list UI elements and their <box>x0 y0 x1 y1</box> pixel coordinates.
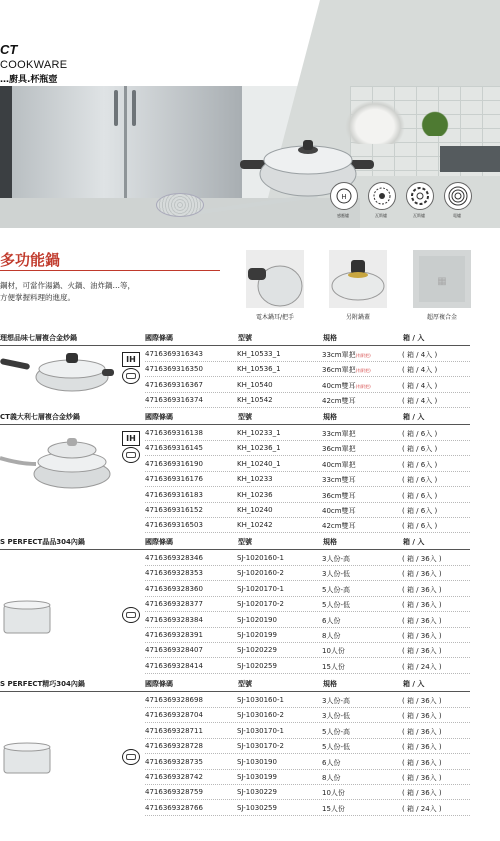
model-cell: KH_10536_1 <box>237 365 281 374</box>
box-qty-cell: ( 箱 / 6入 ) <box>402 507 438 515</box>
barcode-cell: 4716369316190 <box>145 459 203 468</box>
model-cell: KH_10242 <box>237 521 273 530</box>
table-header <box>0 412 470 425</box>
box-qty-cell: ( 箱 / 36入 ) <box>402 570 442 579</box>
model-cell: SJ-1030170-1 <box>237 726 284 735</box>
cert-label: 感應爐 <box>337 213 349 218</box>
spec-cell: 5人份-低 <box>322 743 350 752</box>
table-row <box>145 770 470 785</box>
barcode-cell: 4716369316503 <box>145 521 203 530</box>
spec-cell: 33cm雙耳 <box>322 476 356 485</box>
model-cell: KH_10533_1 <box>237 350 281 358</box>
barcode-cell: 4716369328759 <box>145 788 203 797</box>
compatibility-icons <box>328 182 478 226</box>
table-header <box>0 333 470 346</box>
svg-text:▦: ▦ <box>437 276 447 287</box>
barcode-cell: 4716369328346 <box>145 554 203 562</box>
model-cell: SJ-1020199 <box>237 631 277 639</box>
barcode-cell: 4716369328414 <box>145 661 203 670</box>
column-header-box: 箱 / 入 <box>403 413 425 421</box>
box-qty-cell: ( 箱 / 36入 ) <box>402 774 442 782</box>
box-qty-cell: ( 箱 / 6入 ) <box>402 491 438 500</box>
spec-cell: 5人份-高 <box>322 585 350 594</box>
model-cell: KH_10542 <box>237 396 273 405</box>
table-row <box>145 755 470 770</box>
product-image <box>0 739 60 783</box>
table-row <box>145 597 470 612</box>
box-qty-cell: ( 箱 / 6入 ) <box>402 522 438 531</box>
column-header-spec: 規格 <box>323 538 337 546</box>
table-row <box>145 472 470 487</box>
column-header-spec: 規格 <box>323 680 337 688</box>
spec-cell: 3人份-高 <box>322 555 350 563</box>
feature-label: 電木鍋耳/把手 <box>255 314 295 321</box>
box-qty-cell: ( 箱 / 4入 ) <box>402 381 438 390</box>
spec-cell: 15人份 <box>322 804 345 813</box>
barcode-cell: 4716369316374 <box>145 396 203 405</box>
product-line-name: 理想品味七層複合金炒鍋 <box>0 334 77 342</box>
barcode-cell: 4716369328698 <box>145 696 203 704</box>
table-row <box>145 693 470 708</box>
standard-mark-icon <box>122 447 140 463</box>
spec-cell: 3人份-低 <box>322 712 350 721</box>
model-cell: SJ-1020160-2 <box>237 569 284 578</box>
brand-subtitle: …廚具.杯瓶壺 <box>0 75 58 85</box>
barcode-cell: 4716369328728 <box>145 742 203 751</box>
table-header <box>0 537 470 550</box>
spec-cell: 40cm單把 <box>322 460 356 469</box>
ih-icon: IH <box>122 431 140 446</box>
table-row <box>145 785 470 800</box>
barcode-cell: 4716369328391 <box>145 631 203 639</box>
table-row <box>145 643 470 658</box>
table-row <box>145 362 470 377</box>
feature-label: 另附鍋蓋 <box>345 314 370 321</box>
barcode-cell: 4716369316152 <box>145 506 203 514</box>
model-cell: SJ-1030160-1 <box>237 696 284 704</box>
barcode-cell: 4716369328704 <box>145 711 203 720</box>
box-qty-cell: ( 箱 / 36入 ) <box>402 616 442 625</box>
box-qty-cell: ( 箱 / 36入 ) <box>402 647 442 656</box>
spec-cell: 40cm雙耳 (有附把) <box>322 381 371 390</box>
table-row <box>145 488 470 503</box>
skimmer-image <box>156 193 204 217</box>
divider <box>0 270 220 271</box>
spec-cell: 5人份-低 <box>322 601 350 610</box>
box-qty-cell: ( 箱 / 24入 ) <box>402 662 442 671</box>
box-qty-cell: ( 箱 / 36入 ) <box>402 555 442 563</box>
barcode-cell: 4716369328384 <box>145 615 203 624</box>
spec-cell: 10人份 <box>322 789 345 798</box>
cert-coil-icon <box>444 182 472 210</box>
box-qty-cell: ( 箱 / 36入 ) <box>402 758 442 767</box>
ih-icon: IH <box>122 352 140 367</box>
product-image <box>0 347 115 401</box>
model-cell: SJ-1020229 <box>237 646 277 655</box>
column-header-box: 箱 / 入 <box>403 680 425 688</box>
cert-label: 瓦斯爐 <box>413 213 425 218</box>
model-cell: KH_10233_1 <box>237 429 281 437</box>
barcode-cell: 4716369328711 <box>145 726 203 735</box>
box-qty-cell: ( 箱 / 36入 ) <box>402 585 442 594</box>
svg-text:H: H <box>341 193 347 201</box>
table-row <box>145 518 470 533</box>
table-row <box>145 613 470 628</box>
barcode-cell: 4716369316145 <box>145 444 203 453</box>
table-row <box>145 566 470 581</box>
model-cell: KH_10236 <box>237 490 273 499</box>
column-header-spec: 規格 <box>323 334 337 342</box>
column-header-model: 型號 <box>238 413 252 421</box>
product-image <box>0 597 60 641</box>
table-row <box>145 503 470 518</box>
brand-name: CT <box>0 42 18 57</box>
barcode-cell: 4716369328353 <box>145 569 203 578</box>
model-cell: SJ-1030190 <box>237 757 277 766</box>
standard-mark-icon <box>122 607 140 623</box>
handle-note: (有附把) <box>355 353 371 358</box>
spec-cell: 36cm雙耳 <box>322 491 356 500</box>
handle-note: (有附把) <box>355 383 371 389</box>
cert-gas-icon <box>368 182 396 210</box>
column-header-model: 型號 <box>238 334 252 342</box>
table-row <box>145 393 470 408</box>
standard-mark-icon <box>122 368 140 384</box>
model-cell: SJ-1030170-2 <box>237 742 284 751</box>
box-qty-cell: ( 箱 / 6入 ) <box>402 430 438 438</box>
table-row <box>145 739 470 754</box>
barcode-cell: 4716369328766 <box>145 803 203 812</box>
spec-cell: 33cm單把 (有附把) <box>322 351 371 359</box>
stove-image <box>440 146 500 172</box>
feature-image-handle <box>246 250 304 308</box>
cert-label: 電爐 <box>453 213 461 218</box>
spec-cell: 6人份 <box>322 616 341 625</box>
table-row <box>145 457 470 472</box>
box-qty-cell: ( 箱 / 36入 ) <box>402 697 442 705</box>
spec-cell: 5人份-高 <box>322 727 350 736</box>
fridge-image <box>12 86 242 206</box>
box-qty-cell: ( 箱 / 4入 ) <box>402 366 438 375</box>
barcode-cell: 4716369316138 <box>145 429 203 437</box>
spec-cell: 42cm雙耳 <box>322 522 356 531</box>
cert-flower-icon <box>406 182 434 210</box>
box-qty-cell: ( 箱 / 36入 ) <box>402 601 442 610</box>
cert-iso-icon <box>330 182 358 210</box>
brand-tagline: COOKWARE <box>0 59 68 71</box>
product-line-name: S PERFECT晶品304內鍋 <box>0 538 85 546</box>
table-row <box>145 801 470 816</box>
barcode-cell: 4716369328407 <box>145 646 203 655</box>
column-header-spec: 規格 <box>323 413 337 421</box>
barcode-cell: 4716369328377 <box>145 600 203 609</box>
standard-mark-icon <box>122 749 140 765</box>
model-cell: KH_10540 <box>237 380 273 389</box>
spec-cell: 8人份 <box>322 632 341 640</box>
spec-cell: 8人份 <box>322 774 341 782</box>
model-cell: SJ-1030259 <box>237 803 277 812</box>
spec-cell: 10人份 <box>322 647 345 656</box>
box-qty-cell: ( 箱 / 36入 ) <box>402 743 442 752</box>
barcode-cell: 4716369328360 <box>145 584 203 593</box>
hero-banner <box>0 0 500 228</box>
feature-image-alloy <box>413 250 471 308</box>
barcode-cell: 4716369328735 <box>145 757 203 766</box>
spec-cell: 15人份 <box>322 662 345 671</box>
table-row <box>145 426 470 441</box>
column-header-code: 國際條碼 <box>145 334 173 342</box>
model-cell: SJ-1020170-2 <box>237 600 284 609</box>
intro-text: 鋼材，可當作湯鍋、火鍋、油炸鍋…等， <box>0 281 135 290</box>
table-header <box>0 679 470 692</box>
box-qty-cell: ( 箱 / 24入 ) <box>402 804 442 813</box>
spec-cell: 40cm雙耳 <box>322 507 356 515</box>
model-cell: SJ-1030160-2 <box>237 711 284 720</box>
barcode-cell: 4716369328742 <box>145 773 203 781</box>
model-cell: KH_10236_1 <box>237 444 281 453</box>
spec-cell: 3人份-低 <box>322 570 350 579</box>
product-image <box>0 434 115 498</box>
feature-image-lid <box>329 250 387 308</box>
handle-note: (有附把) <box>355 368 371 374</box>
column-header-box: 箱 / 入 <box>403 538 425 546</box>
box-qty-cell: ( 箱 / 36入 ) <box>402 632 442 640</box>
barcode-cell: 4716369316343 <box>145 350 203 358</box>
table-row <box>145 441 470 456</box>
barcode-cell: 4716369316176 <box>145 475 203 484</box>
barcode-cell: 4716369316350 <box>145 365 203 374</box>
column-header-model: 型號 <box>238 680 252 688</box>
column-header-code: 國際條碼 <box>145 538 173 546</box>
table-row <box>145 659 470 674</box>
table-row <box>145 551 470 566</box>
model-cell: KH_10240_1 <box>237 459 281 468</box>
column-header-code: 國際條碼 <box>145 680 173 688</box>
spec-cell: 3人份-高 <box>322 697 350 705</box>
model-cell: SJ-1020190 <box>237 615 277 624</box>
model-cell: SJ-1020170-1 <box>237 584 284 593</box>
feature-label: 超厚複合金 <box>426 314 457 321</box>
box-qty-cell: ( 箱 / 36入 ) <box>402 727 442 736</box>
model-cell: SJ-1030229 <box>237 788 277 797</box>
table-row <box>145 708 470 723</box>
box-qty-cell: ( 箱 / 4入 ) <box>402 397 438 406</box>
box-qty-cell: ( 箱 / 36入 ) <box>402 789 442 798</box>
spec-cell: 6人份 <box>322 758 341 767</box>
box-qty-cell: ( 箱 / 36入 ) <box>402 712 442 721</box>
model-cell: SJ-1020160-1 <box>237 554 284 562</box>
table-row <box>145 582 470 597</box>
column-header-box: 箱 / 入 <box>403 334 425 342</box>
model-cell: KH_10240 <box>237 506 273 514</box>
spec-cell: 42cm雙耳 <box>322 397 356 406</box>
spec-cell: 36cm單把 (有附把) <box>322 366 371 375</box>
table-row <box>145 347 470 362</box>
cert-label: 瓦斯爐 <box>375 213 387 218</box>
model-cell: SJ-1020259 <box>237 661 277 670</box>
model-cell: KH_10233 <box>237 475 273 484</box>
table-row <box>145 628 470 643</box>
barcode-cell: 4716369316367 <box>145 380 203 389</box>
box-qty-cell: ( 箱 / 6入 ) <box>402 445 438 454</box>
product-line-name: S PERFECT精巧304內鍋 <box>0 680 85 688</box>
plant-image <box>420 108 450 136</box>
box-qty-cell: ( 箱 / 4入 ) <box>402 351 438 359</box>
column-header-code: 國際條碼 <box>145 413 173 421</box>
product-line-name: CT義大利七層複合金炒鍋 <box>0 413 80 421</box>
spec-cell: 33cm單把 <box>322 430 356 438</box>
table-row <box>145 378 470 393</box>
intro-text: 方便掌握料理的進度。 <box>0 293 75 302</box>
barcode-cell: 4716369316183 <box>145 490 203 499</box>
box-qty-cell: ( 箱 / 6入 ) <box>402 460 438 469</box>
table-row <box>145 724 470 739</box>
model-cell: SJ-1030199 <box>237 773 277 781</box>
spec-cell: 36cm單把 <box>322 445 356 454</box>
box-qty-cell: ( 箱 / 6入 ) <box>402 476 438 485</box>
section-title: 多功能鍋 <box>0 251 61 269</box>
column-header-model: 型號 <box>238 538 252 546</box>
